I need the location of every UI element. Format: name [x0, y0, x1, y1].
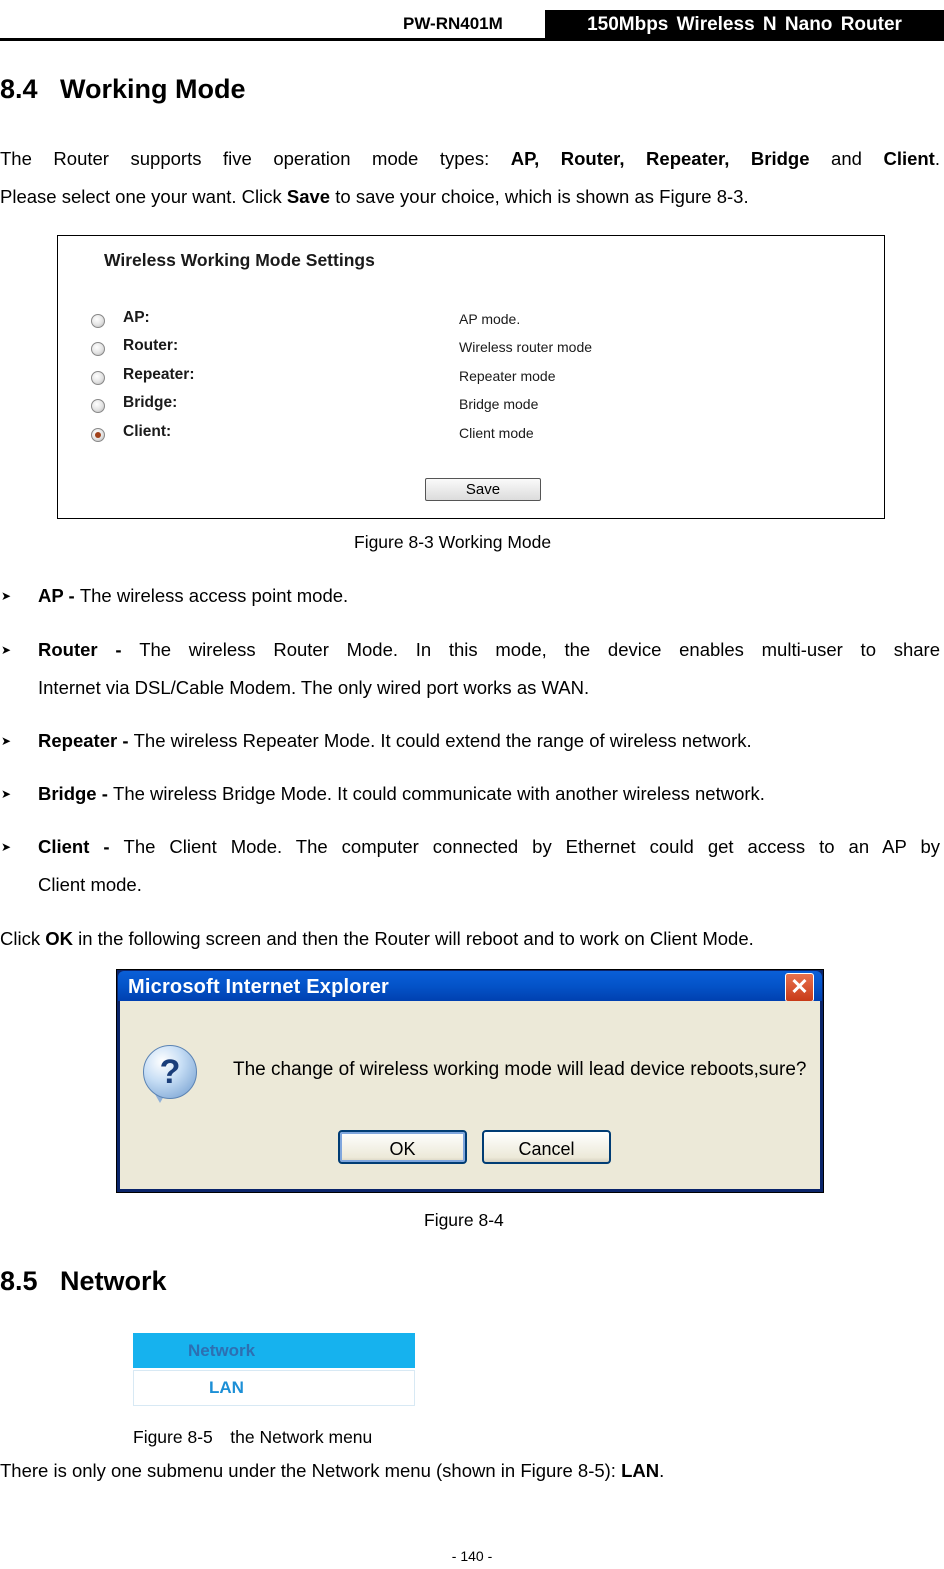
dialog-title: Microsoft Internet Explorer	[128, 976, 389, 998]
figure-network-menu	[133, 1333, 415, 1407]
section-heading-8-4	[0, 74, 246, 105]
radio-router[interactable]	[91, 342, 105, 356]
question-icon: ?	[143, 1045, 197, 1099]
page-number: - 140 -	[451, 1548, 493, 1564]
bullet-arrow-icon: ➤	[1, 840, 12, 854]
settings-title: Wireless Working Mode Settings	[104, 250, 375, 270]
bullet-arrow-icon: ➤	[1, 589, 12, 603]
dialog-body	[120, 1001, 820, 1189]
option-bridge[interactable]	[91, 394, 871, 418]
dialog-titlebar	[118, 971, 822, 1001]
bullet-arrow-icon: ➤	[1, 787, 12, 801]
option-label: AP:	[123, 309, 150, 326]
section-title: Working Mode	[60, 74, 246, 104]
figure-working-mode-settings	[57, 235, 885, 519]
page-header	[0, 0, 944, 42]
section-heading-8-5	[0, 1266, 167, 1297]
option-desc: Bridge mode	[459, 396, 539, 412]
option-label: Client:	[123, 423, 172, 440]
figure-ie-confirm-dialog	[116, 969, 824, 1193]
bullet-bridge: ➤ Bridge - The wireless Bridge Mode. It could communicate with another wireless network.	[0, 775, 940, 813]
bullet-client: ➤ Client - The Client Mode. The computer connected by Ethernet could get access to an AP by Client mode.	[0, 828, 940, 904]
figure-caption-8-3: Figure 8-3 Working Mode	[354, 532, 552, 552]
intro-line-1: The Router supports five operation mode types: AP, Router, Repeater, Bridge and Client.	[0, 148, 940, 169]
option-desc: Wireless router mode	[459, 339, 593, 355]
radio-bridge[interactable]	[91, 399, 105, 413]
radio-client-selected[interactable]	[91, 428, 105, 442]
option-desc: Client mode	[459, 425, 534, 441]
option-desc: Repeater mode	[459, 368, 556, 384]
header-product: 150Mbps Wireless N Nano Router	[545, 10, 944, 39]
ok-button[interactable]: OK	[338, 1130, 467, 1164]
option-desc: AP mode.	[459, 311, 521, 327]
menu-network-label: Network	[188, 1341, 256, 1360]
bullet-ap: ➤ AP - The wireless access point mode.	[0, 577, 940, 615]
section-title: Network	[60, 1266, 167, 1296]
closing-paragraph: There is only one submenu under the Network menu (shown in Figure 8-5): LAN.	[0, 1460, 665, 1481]
option-repeater[interactable]	[91, 366, 871, 390]
bullet-arrow-icon: ➤	[1, 643, 12, 657]
section-number: 8.5	[0, 1266, 38, 1296]
section-number: 8.4	[0, 74, 38, 104]
cancel-button[interactable]: Cancel	[482, 1130, 611, 1164]
option-label: Router:	[123, 337, 179, 354]
figure-caption-8-5: Figure 8-5 the Network menu	[133, 1427, 373, 1447]
bullet-repeater: ➤ Repeater - The wireless Repeater Mode. It could extend the range of wireless network.	[0, 722, 940, 760]
figure-caption-8-4: Figure 8-4	[424, 1210, 504, 1230]
intro-line-2: Please select one your want. Click Save to save your choice, which is shown as Figure 8-3.	[0, 186, 749, 207]
save-button[interactable]: Save	[425, 478, 541, 501]
dialog-message: The change of wireless working mode will lead device reboots,sure?	[233, 1059, 807, 1080]
header-model: PW-RN401M	[403, 14, 503, 33]
close-icon[interactable]: ✕	[785, 973, 814, 1002]
header-rule	[0, 38, 944, 41]
bullet-router: ➤ Router - The wireless Router Mode. In this mode, the device enables multi-user to share Internet via DSL/Cable Modem. The only wired port works as WAN.	[0, 631, 940, 707]
option-label: Repeater:	[123, 366, 195, 383]
radio-repeater[interactable]	[91, 371, 105, 385]
option-ap[interactable]	[91, 309, 871, 333]
menu-network[interactable]	[133, 1333, 415, 1368]
option-router[interactable]	[91, 337, 871, 361]
bullet-arrow-icon: ➤	[1, 734, 12, 748]
submenu-lan-label: LAN	[209, 1378, 244, 1397]
radio-ap[interactable]	[91, 314, 105, 328]
option-label: Bridge:	[123, 394, 178, 411]
option-client[interactable]	[91, 423, 871, 447]
submenu-lan[interactable]	[133, 1370, 415, 1406]
click-ok-paragraph: Click OK in the following screen and then the Router will reboot and to work on Client Mode.	[0, 928, 754, 949]
